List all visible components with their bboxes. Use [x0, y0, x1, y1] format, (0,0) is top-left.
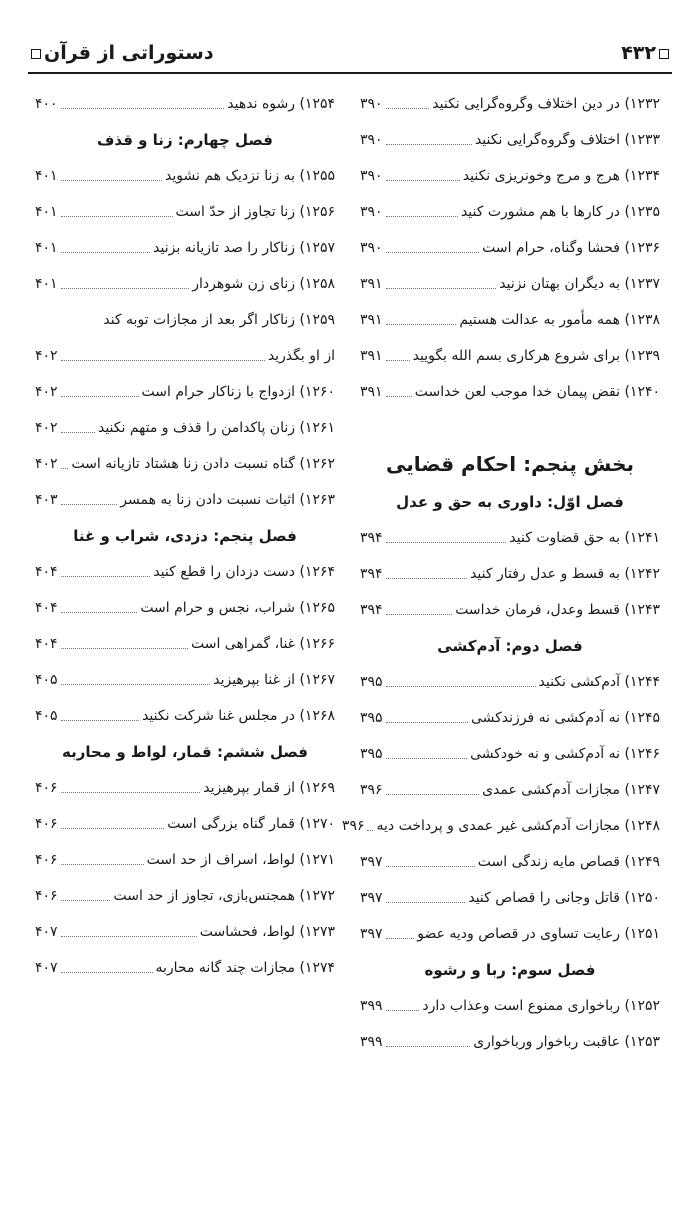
- toc-entry-page: ۴۰۲: [35, 384, 58, 400]
- dot-leader: [61, 684, 211, 685]
- toc-entry[interactable]: [35, 338, 335, 374]
- toc-entry[interactable]: [360, 338, 660, 374]
- toc-entry-page: ۳۹۰: [360, 204, 383, 220]
- toc-entry-page: ۴۰۶: [35, 888, 58, 904]
- toc-entry-title: ۱۲۳۴) هرج و مرج وخونریزی نکنید: [462, 168, 660, 184]
- dot-leader: [61, 468, 69, 469]
- toc-entry-title: ۱۲۴۳) قسط وعدل، فرمان خداست: [455, 602, 660, 618]
- toc-entry-title: ۱۲۷۰) قمار گناه بزرگی است: [167, 816, 335, 832]
- toc-entry[interactable]: [360, 302, 660, 338]
- toc-entry[interactable]: [360, 122, 660, 158]
- toc-entry-page: ۳۹۷: [360, 926, 383, 942]
- toc-entry[interactable]: [35, 158, 335, 194]
- toc-left-column: [35, 86, 335, 986]
- toc-entry-page: ۳۹۶: [360, 782, 383, 798]
- toc-entry-title: ۱۲۵۵) به زنا نزدیک هم نشوید: [165, 168, 335, 184]
- dot-leader: [386, 1046, 471, 1047]
- toc-entry-title: ۱۲۶۵) شراب، نجس و حرام است: [140, 600, 335, 616]
- chapter-heading: فصل ششم: قمار، لواط و محاربه: [62, 743, 308, 761]
- toc-entry-title: ۱۲۵۴) رشوه ندهید: [227, 96, 335, 112]
- toc-entry[interactable]: [35, 770, 335, 806]
- toc-entry-title: ۱۲۶۳) اثبات نسبت دادن زنا به همسر: [120, 492, 335, 508]
- dot-leader: [386, 686, 536, 687]
- toc-entry[interactable]: [360, 158, 660, 194]
- dot-leader: [386, 542, 507, 543]
- toc-entry-title: ۱۲۷۲) همجنس‌بازی، تجاوز از حد است: [113, 888, 335, 904]
- chapter-heading: فصل دوم: آدم‌کشی: [437, 637, 583, 655]
- toc-entry-page: ۴۰۲: [35, 348, 58, 364]
- book-title: [28, 42, 214, 64]
- toc-entry[interactable]: [341, 808, 660, 844]
- dot-leader: [61, 180, 162, 181]
- toc-entry-title: ۱۲۴۸) مجازات آدم‌کشی غیر عمدی و پرداخت دیه: [376, 818, 660, 834]
- toc-entry-page: ۳۹۷: [360, 854, 383, 870]
- toc-entry[interactable]: [35, 806, 335, 842]
- spacer: [360, 410, 660, 444]
- toc-entry[interactable]: [360, 736, 660, 772]
- toc-entry-page: ۴۰۴: [35, 600, 58, 616]
- toc-entry-title: ۱۲۳۳) اختلاف وگروه‌گرایی نکنید: [474, 132, 660, 148]
- toc-entry[interactable]: [35, 914, 335, 950]
- toc-entry-page: ۴۰۳: [35, 492, 58, 508]
- dot-leader: [386, 216, 458, 217]
- dot-leader: [386, 360, 410, 361]
- toc-entry-page: ۴۰۲: [35, 456, 58, 472]
- toc-entry-title: ۱۲۳۸) همه مأمور به عدالت هستیم: [459, 312, 660, 328]
- dot-leader: [386, 396, 412, 397]
- toc-entry-page: ۳۹۱: [360, 312, 383, 328]
- toc-entry-page: ۴۰۶: [35, 852, 58, 868]
- dot-leader: [61, 648, 188, 649]
- toc-entry-page: ۳۹۹: [360, 1034, 383, 1050]
- dot-leader: [61, 972, 153, 973]
- toc-entry-page: ۳۹۵: [360, 710, 383, 726]
- toc-entry-title: ۱۲۷۳) لواط، فحشاست: [199, 924, 335, 940]
- dot-leader: [61, 828, 165, 829]
- toc-entry[interactable]: [35, 302, 335, 338]
- toc-entry-page: ۳۹۰: [360, 168, 383, 184]
- toc-entry-page: ۳۹۵: [360, 746, 383, 762]
- toc-entry[interactable]: [360, 1024, 660, 1060]
- part-heading: بخش پنجم: احکام قضایی: [386, 452, 634, 476]
- dot-leader: [386, 794, 480, 795]
- toc-entry-title: ۱۲۴۵) نه آدم‌کشی نه فرزندکشی: [470, 710, 660, 726]
- toc-entry[interactable]: [35, 626, 335, 662]
- toc-entry-page: ۴۰۷: [35, 960, 58, 976]
- toc-entry-title: ۱۲۳۵) در کارها با هم مشورت کنید: [460, 204, 660, 220]
- toc-entry-title: ۱۲۴۰) نقض پیمان خدا موجب لعن خداست: [414, 384, 660, 400]
- toc-entry-page: ۳۹۴: [360, 530, 383, 546]
- dot-leader: [386, 288, 497, 289]
- toc-entry-page: ۳۹۱: [360, 348, 383, 364]
- toc-entry-title: ۱۲۵۲) رباخواری ممنوع است وعذاب دارد: [422, 998, 660, 1014]
- toc-entry-page: ۴۰۵: [35, 672, 58, 688]
- toc-entry[interactable]: [35, 698, 335, 734]
- toc-entry-page: ۴۰۱: [35, 168, 58, 184]
- toc-entry-title: ۱۲۳۶) فحشا وگناه، حرام است: [482, 240, 660, 256]
- book-title-text: دستوراتی از قرآن: [44, 42, 214, 64]
- header-rule: [28, 72, 672, 74]
- dot-leader: [386, 324, 457, 325]
- toc-entry-page: ۴۰۱: [35, 276, 58, 292]
- toc-entry[interactable]: [360, 988, 660, 1024]
- dot-leader: [61, 864, 144, 865]
- toc-entry[interactable]: [360, 556, 660, 592]
- toc-entry-title: ۱۲۶۲) گناه نسبت دادن زنا هشتاد تازیانه است: [71, 456, 335, 472]
- toc-entry-title: ۱۲۴۶) نه آدم‌کشی و نه خودکشی: [470, 746, 660, 762]
- dot-leader: [61, 612, 138, 613]
- toc-entry-title: ۱۲۶۹) از قمار بپرهیزید: [203, 780, 335, 796]
- dot-leader: [61, 432, 95, 433]
- toc-entry[interactable]: [35, 374, 335, 410]
- toc-entry-page: ۴۰۶: [35, 816, 58, 832]
- toc-entry-title: ۱۲۵۸) زنای زن شوهردار: [192, 276, 335, 292]
- toc-entry-title: ۱۲۴۴) آدم‌کشی نکنید: [538, 674, 660, 690]
- toc-entry-title: ۱۲۵۷) زناکار را صد تازیانه بزنید: [153, 240, 335, 256]
- dot-leader: [61, 504, 118, 505]
- square-ornament-icon: [659, 49, 669, 59]
- toc-entry-title: ۱۲۶۰) ازدواج با زناکار حرام است: [141, 384, 335, 400]
- dot-leader: [386, 866, 475, 867]
- toc-entry[interactable]: [35, 266, 335, 302]
- toc-entry-page: ۴۰۱: [35, 240, 58, 256]
- toc-entry-page: ۴۰۴: [35, 564, 58, 580]
- toc-entry[interactable]: [360, 880, 660, 916]
- toc-entry-page: ۳۹۷: [360, 890, 383, 906]
- toc-entry-page: ۴۰۲: [35, 420, 58, 436]
- toc-entry-page: ۳۹۴: [360, 566, 383, 582]
- toc-entry[interactable]: [360, 916, 660, 952]
- toc-entry-title: از او بگذرید: [267, 348, 335, 364]
- toc-entry[interactable]: [35, 194, 335, 230]
- toc-entry-title: ۱۲۵۶) زنا تجاوز از حدّ است: [175, 204, 335, 220]
- toc-entry-page: ۴۰۵: [35, 708, 58, 724]
- dot-leader: [61, 720, 140, 721]
- toc-entry-page: ۴۰۶: [35, 780, 58, 796]
- dot-leader: [386, 1010, 420, 1011]
- toc-entry-title: ۱۲۴۷) مجازات آدم‌کشی عمدی: [482, 782, 660, 798]
- toc-entry[interactable]: [35, 842, 335, 878]
- toc-entry-page: ۳۹۰: [360, 240, 383, 256]
- toc-entry-page: ۳۹۰: [360, 132, 383, 148]
- toc-entry-page: ۳۹۹: [360, 998, 383, 1014]
- toc-entry[interactable]: [360, 194, 660, 230]
- toc-entry-page: ۳۹۵: [360, 674, 383, 690]
- dot-leader: [367, 830, 373, 831]
- dot-leader: [386, 108, 430, 109]
- toc-entry[interactable]: [360, 266, 660, 302]
- toc-entry-title: ۱۲۷۴) مجازات چند گانه محاربه: [155, 960, 335, 976]
- dot-leader: [61, 288, 190, 289]
- toc-entry-page: ۴۰۱: [35, 204, 58, 220]
- toc-entry-page: ۳۹۱: [360, 276, 383, 292]
- toc-entry-title: ۱۲۳۹) برای شروع هرکاری بسم الله بگویید: [412, 348, 660, 364]
- toc-entry-title: ۱۲۶۸) در مجلس غنا شرکت نکنید: [142, 708, 335, 724]
- dot-leader: [386, 144, 472, 145]
- page-number-text: ۴۳۲: [621, 42, 656, 64]
- toc-entry-title: ۱۲۶۴) دست دزدان را قطع کنید: [153, 564, 335, 580]
- dot-leader: [61, 108, 225, 109]
- square-ornament-icon: [31, 49, 41, 59]
- toc-entry-page: ۴۰۴: [35, 636, 58, 652]
- chapter-heading: فصل پنجم: دزدی، شراب و غنا: [73, 527, 297, 545]
- toc-entry[interactable]: [360, 592, 660, 628]
- toc-entry[interactable]: [35, 950, 335, 986]
- page-number: [621, 42, 672, 64]
- dot-leader: [61, 396, 139, 397]
- toc-entry[interactable]: [35, 86, 335, 122]
- toc-entry-title: ۱۲۳۷) به دیگران بهتان نزنید: [499, 276, 660, 292]
- toc-entry-title: ۱۲۶۱) زنان پاکدامن را قذف و متهم نکنید: [97, 420, 335, 436]
- toc-entry-page: ۴۰۷: [35, 924, 58, 940]
- toc-entry-title: ۱۲۴۱) به حق قضاوت کنید: [509, 530, 660, 546]
- page-header: [28, 40, 672, 70]
- toc-entry[interactable]: [35, 482, 335, 518]
- dot-leader: [386, 938, 415, 939]
- toc-entry[interactable]: [360, 520, 660, 556]
- dot-leader: [61, 900, 111, 901]
- dot-leader: [61, 216, 173, 217]
- dot-leader: [61, 360, 265, 361]
- toc-entry-page: ۴۰۰: [35, 96, 58, 112]
- toc-entry-title: ۱۲۵۳) عاقبت رباخوار ورباخواری: [473, 1034, 660, 1050]
- toc-entry-page: ۳۹۰: [360, 96, 383, 112]
- dot-leader: [61, 936, 197, 937]
- toc-entry-title: ۱۲۴۲) به قسط و عدل رفتار کنید: [470, 566, 660, 582]
- toc-entry[interactable]: [360, 664, 660, 700]
- toc-entry[interactable]: [35, 878, 335, 914]
- dot-leader: [386, 722, 468, 723]
- toc-entry[interactable]: [360, 374, 660, 410]
- dot-leader: [386, 902, 466, 903]
- toc-right-column: [341, 86, 660, 1060]
- toc-entry[interactable]: [360, 86, 660, 122]
- toc-entry-title: ۱۲۳۲) در دین اختلاف وگروه‌گرایی نکنید: [432, 96, 660, 112]
- toc-entry[interactable]: [35, 230, 335, 266]
- toc-entry-title: ۱۲۶۶) غنا، گمراهی است: [190, 636, 335, 652]
- toc-entry-page: ۳۹۶: [341, 818, 365, 834]
- toc-entry-page: ۳۹۱: [360, 384, 383, 400]
- toc-entry-title: ۱۲۵۱) رعایت تساوی در قصاص ودیه عضو: [417, 926, 660, 942]
- toc-entry[interactable]: [360, 844, 660, 880]
- toc-entry[interactable]: [35, 410, 335, 446]
- toc-entry-title: ۱۲۵۰) قاتل وجانی را قصاص کنید: [468, 890, 660, 906]
- dot-leader: [386, 578, 468, 579]
- dot-leader: [386, 180, 460, 181]
- dot-leader: [386, 252, 480, 253]
- dot-leader: [386, 614, 453, 615]
- dot-leader: [61, 792, 201, 793]
- toc-entry[interactable]: [35, 554, 335, 590]
- chapter-heading: فصل سوم: ربا و رشوه: [424, 961, 596, 979]
- toc-entry-title: ۱۲۵۹) زناکار اگر بعد از مجازات توبه کند: [103, 312, 335, 328]
- toc-entry[interactable]: [35, 446, 335, 482]
- dot-leader: [61, 252, 151, 253]
- chapter-heading: فصل اوّل: داوری به حق و عدل: [396, 493, 624, 511]
- toc-entry[interactable]: [360, 772, 660, 808]
- toc-entry[interactable]: [35, 662, 335, 698]
- toc-entry-title: ۱۲۶۷) از غنا بپرهیزید: [213, 672, 335, 688]
- toc-entry[interactable]: [35, 590, 335, 626]
- toc-entry-title: ۱۲۴۹) قصاص مایه زندگی است: [477, 854, 660, 870]
- toc-entry-title: ۱۲۷۱) لواط، اسراف از حد است: [146, 852, 335, 868]
- chapter-heading: فصل چهارم: زنا و قذف: [97, 131, 273, 149]
- toc-entry-page: ۳۹۴: [360, 602, 383, 618]
- dot-leader: [61, 576, 151, 577]
- toc-entry[interactable]: [360, 700, 660, 736]
- dot-leader: [386, 758, 468, 759]
- toc-entry[interactable]: [360, 230, 660, 266]
